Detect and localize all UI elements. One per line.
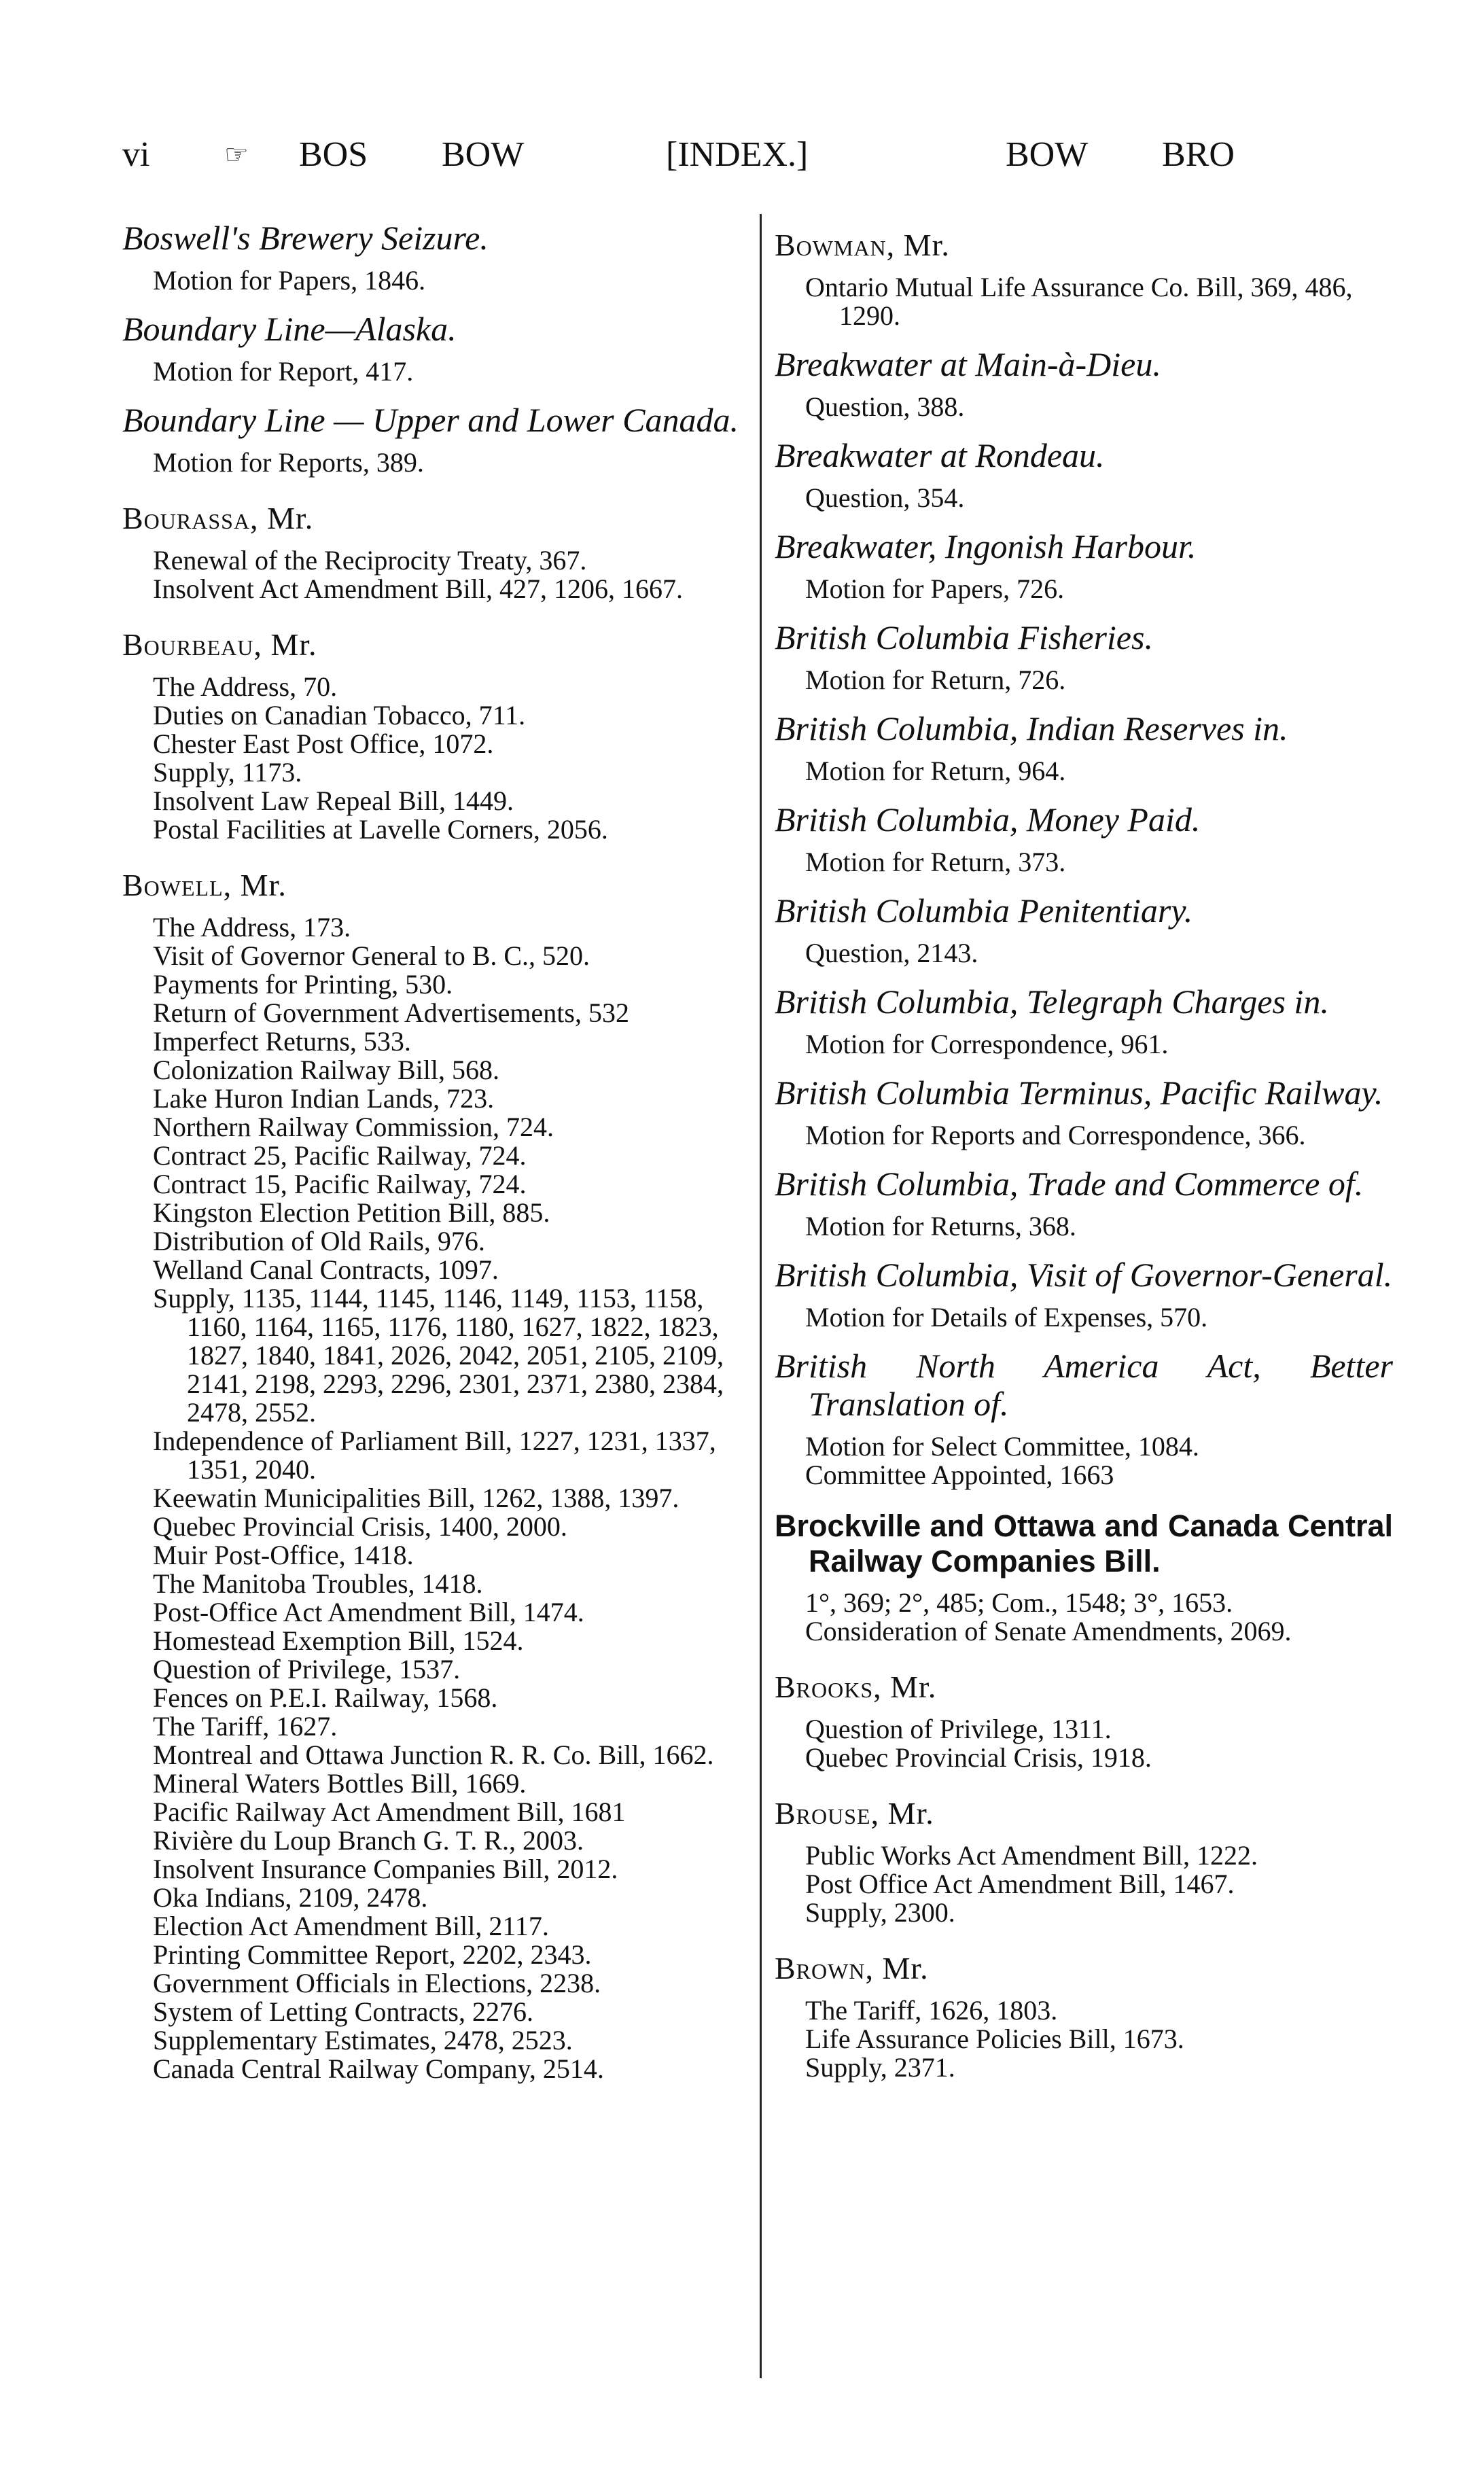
entry-reference: Supply, 2371. (805, 2052, 955, 2083)
entry-reference: Motion for Details of Expenses, 570. (805, 1302, 1208, 1332)
column-divider (760, 214, 762, 2378)
member-title: Mr. (879, 1796, 934, 1831)
entry-reference: Insolvent Law Repeal Bill, 1449. (153, 785, 514, 816)
index-entry (122, 626, 741, 844)
entry-reference: Motion for Reports and Correspondence, 366. (805, 1120, 1306, 1150)
member-title: Mr. (258, 501, 314, 535)
entry-reference: Postal Facilities at Lavelle Corners, 2056. (153, 814, 608, 845)
entry-reference: Motion for Return, 726. (805, 665, 1066, 695)
subject-heading: British Columbia Terminus, Pacific Railway. (775, 1074, 1383, 1112)
entry-reference: Mineral Waters Bottles Bill, 1669. (153, 1768, 527, 1799)
subject-heading: British Columbia, Indian Reserves in. (775, 709, 1288, 747)
entry-reference: Distribution of Old Rails, 976. (153, 1226, 485, 1256)
entry-reference: System of Letting Contracts, 2276. (153, 1996, 533, 2027)
header-catchword-1: BOS (299, 135, 368, 174)
member-heading (122, 626, 741, 663)
index-entry (775, 227, 1393, 330)
subject-heading: Breakwater at Rondeau. (775, 436, 1105, 474)
member-heading (775, 227, 1393, 264)
entry-reference: Motion for Reports, 389. (153, 447, 424, 478)
entry-reference: Motion for Report, 417. (153, 356, 414, 387)
entry-reference: Colonization Railway Bill, 568. (153, 1055, 499, 1085)
subject-heading: British Columbia Penitentiary. (775, 891, 1193, 930)
entry-reference: Independence of Parliament Bill, 1227, 1231, 1337, 1351, 2040. (153, 1426, 716, 1485)
entry-reference: Post-Office Act Amendment Bill, 1474. (153, 1597, 584, 1627)
index-entry (775, 1508, 1393, 1646)
index-entry (775, 436, 1393, 512)
entry-reference: Motion for Return, 964. (805, 756, 1066, 786)
member-name: Bowman, (775, 228, 896, 262)
entry-reference: Duties on Canadian Tobacco, 711. (153, 700, 526, 730)
subject-heading: British Columbia, Visit of Governor-General. (775, 1256, 1393, 1294)
index-entry (775, 618, 1393, 694)
member-title: Mr. (881, 1670, 937, 1704)
entry-reference: Return of Government Advertisements, 532 (153, 997, 629, 1028)
member-name: Brown, (775, 1951, 874, 1985)
subject-heading: British North America Act, Better Translation of. (775, 1347, 1393, 1423)
index-entry (775, 891, 1393, 968)
index-entry (775, 1074, 1393, 1150)
subject-heading: British Columbia, Telegraph Charges in. (775, 983, 1329, 1021)
index-entry (775, 345, 1393, 421)
entry-reference: Contract 15, Pacific Railway, 724. (153, 1169, 527, 1199)
header-catchword-2: BOW (442, 135, 525, 174)
entry-reference: Printing Committee Report, 2202, 2343. (153, 1939, 592, 1970)
entry-reference: Question of Privilege, 1537. (153, 1654, 461, 1684)
subject-heading: Breakwater, Ingonish Harbour. (775, 527, 1197, 565)
entry-reference: Question, 354. (805, 482, 965, 513)
entry-reference: Motion for Correspondence, 961. (805, 1029, 1169, 1059)
entry-reference: Payments for Printing, 530. (153, 969, 453, 1000)
index-entry (122, 500, 741, 603)
member-title: Mr. (262, 627, 317, 662)
index-entry (122, 401, 741, 477)
entry-reference: Insolvent Act Amendment Bill, 427, 1206, 1667. (153, 573, 683, 604)
pointing-hand-icon: ☞ (224, 139, 249, 170)
entry-reference: Chester East Post Office, 1072. (153, 728, 494, 759)
entry-reference: Renewal of the Reciprocity Treaty, 367. (153, 545, 587, 576)
entry-reference: Post Office Act Amendment Bill, 1467. (805, 1869, 1235, 1899)
entry-reference: Keewatin Municipalities Bill, 1262, 1388, 1397. (153, 1483, 679, 1513)
entry-reference: Life Assurance Policies Bill, 1673. (805, 2024, 1184, 2054)
entry-reference: Contract 25, Pacific Railway, 724. (153, 1140, 527, 1171)
entry-reference: Public Works Act Amendment Bill, 1222. (805, 1840, 1258, 1871)
header-index-label: [INDEX.] (666, 135, 809, 174)
subject-heading: British Columbia Fisheries. (775, 618, 1153, 656)
entry-reference: Question, 388. (805, 391, 965, 422)
entry-reference: Quebec Provincial Crisis, 1400, 2000. (153, 1511, 567, 1542)
right-column (775, 204, 1393, 2082)
entry-reference: Motion for Papers, 726. (805, 573, 1065, 604)
entry-reference: Homestead Exemption Bill, 1524. (153, 1625, 524, 1656)
member-heading (775, 1950, 1393, 1987)
entry-reference: 1°, 369; 2°, 485; Com., 1548; 3°, 1653. (805, 1587, 1233, 1618)
entry-reference: The Address, 173. (153, 912, 351, 942)
entry-reference: Motion for Returns, 368. (805, 1211, 1076, 1241)
index-entry (122, 867, 741, 2083)
member-name: Bowell, (122, 868, 232, 902)
entry-reference: Ontario Mutual Life Assurance Co. Bill, 369, 486, 1290. (805, 272, 1353, 331)
entry-reference: Supply, 1135, 1144, 1145, 1146, 1149, 1153, 1158, 1160, 1164, 1165, 1176, 1180, 1627, 1822, 1823, 1827, 1840, 1841, 2026, 2042, 2051, 2105, 2109, 2141, 2198, 2293, 2296, 2301, 2371, 2380, 2384, 2478, 2552. (153, 1283, 724, 1428)
entry-reference: Rivière du Loup Branch G. T. R., 2003. (153, 1825, 584, 1856)
subject-heading: Boundary Line — Upper and Lower Canada. (122, 401, 739, 439)
entry-reference: Imperfect Returns, 533. (153, 1026, 411, 1057)
entry-reference: Oka Indians, 2109, 2478. (153, 1882, 428, 1913)
entry-reference: Insolvent Insurance Companies Bill, 2012. (153, 1854, 618, 1884)
entry-reference: Supply, 2300. (805, 1897, 955, 1928)
entry-reference: Question of Privilege, 1311. (805, 1714, 1112, 1744)
entry-reference: Consideration of Senate Amendments, 2069. (805, 1616, 1292, 1646)
index-entry (122, 310, 741, 386)
member-heading (122, 867, 741, 904)
member-heading (775, 1669, 1393, 1706)
member-heading (775, 1795, 1393, 1832)
index-entry (775, 800, 1393, 877)
index-entry (775, 1795, 1393, 1927)
entry-reference: Lake Huron Indian Lands, 723. (153, 1083, 495, 1114)
index-entry (775, 1950, 1393, 2082)
entry-reference: The Tariff, 1626, 1803. (805, 1995, 1058, 2026)
entry-reference: Pacific Railway Act Amendment Bill, 1681 (153, 1797, 626, 1827)
entry-reference: Muir Post-Office, 1418. (153, 1540, 414, 1570)
left-column (122, 204, 741, 2083)
member-name: Brooks, (775, 1670, 882, 1704)
member-title: Mr. (873, 1951, 929, 1985)
entry-reference: The Manitoba Troubles, 1418. (153, 1568, 483, 1599)
entry-reference: Visit of Governor General to B. C., 520. (153, 940, 590, 971)
subject-heading: Boundary Line—Alaska. (122, 310, 457, 348)
entry-reference: Welland Canal Contracts, 1097. (153, 1254, 499, 1285)
entry-reference: Fences on P.E.I. Railway, 1568. (153, 1682, 498, 1713)
subject-heading: Brockville and Ottawa and Canada Central Railway Companies Bill. (775, 1508, 1393, 1578)
member-title: Mr. (895, 228, 950, 262)
index-entry (775, 983, 1393, 1059)
member-title: Mr. (232, 868, 287, 902)
entry-reference: Kingston Election Petition Bill, 885. (153, 1197, 550, 1228)
entry-reference: Committee Appointed, 1663 (805, 1460, 1114, 1490)
entry-reference: Government Officials in Elections, 2238. (153, 1968, 601, 1998)
entry-reference: Motion for Papers, 1846. (153, 265, 426, 296)
member-heading (122, 500, 741, 537)
member-name: Bourassa, (122, 501, 259, 535)
subject-heading: Breakwater at Main-à-Dieu. (775, 345, 1161, 383)
running-header (122, 135, 1366, 175)
entry-reference: Question, 2143. (805, 938, 978, 968)
entry-reference: Supply, 1173. (153, 757, 302, 788)
index-entry (775, 527, 1393, 603)
member-name: Brouse, (775, 1796, 880, 1831)
entry-reference: Motion for Return, 373. (805, 847, 1066, 877)
index-entry (775, 1669, 1393, 1772)
member-name: Bourbeau, (122, 627, 262, 662)
entry-reference: Northern Railway Commission, 724. (153, 1112, 554, 1142)
subject-heading: British Columbia, Money Paid. (775, 800, 1201, 838)
entry-reference: Election Act Amendment Bill, 2117. (153, 1911, 549, 1941)
entry-reference: The Address, 70. (153, 671, 338, 702)
page-number: vi (122, 135, 150, 174)
entry-reference: Supplementary Estimates, 2478, 2523. (153, 2025, 573, 2055)
entry-reference: Montreal and Ottawa Junction R. R. Co. Bill, 1662. (153, 1740, 714, 1770)
entry-reference: Canada Central Railway Company, 2514. (153, 2053, 604, 2084)
index-entry (775, 709, 1393, 785)
entry-reference: The Tariff, 1627. (153, 1711, 338, 1742)
entry-reference: Motion for Select Committee, 1084. (805, 1431, 1199, 1462)
index-entry (775, 1347, 1393, 1489)
header-catchword-3: BOW (1006, 135, 1089, 174)
index-entry (775, 1165, 1393, 1241)
index-entry (775, 1256, 1393, 1332)
subject-heading: Boswell's Brewery Seizure. (122, 219, 489, 257)
index-entry (122, 219, 741, 295)
header-catchword-4: BRO (1162, 135, 1235, 174)
subject-heading: British Columbia, Trade and Commerce of. (775, 1165, 1364, 1203)
entry-reference: Quebec Provincial Crisis, 1918. (805, 1742, 1152, 1773)
